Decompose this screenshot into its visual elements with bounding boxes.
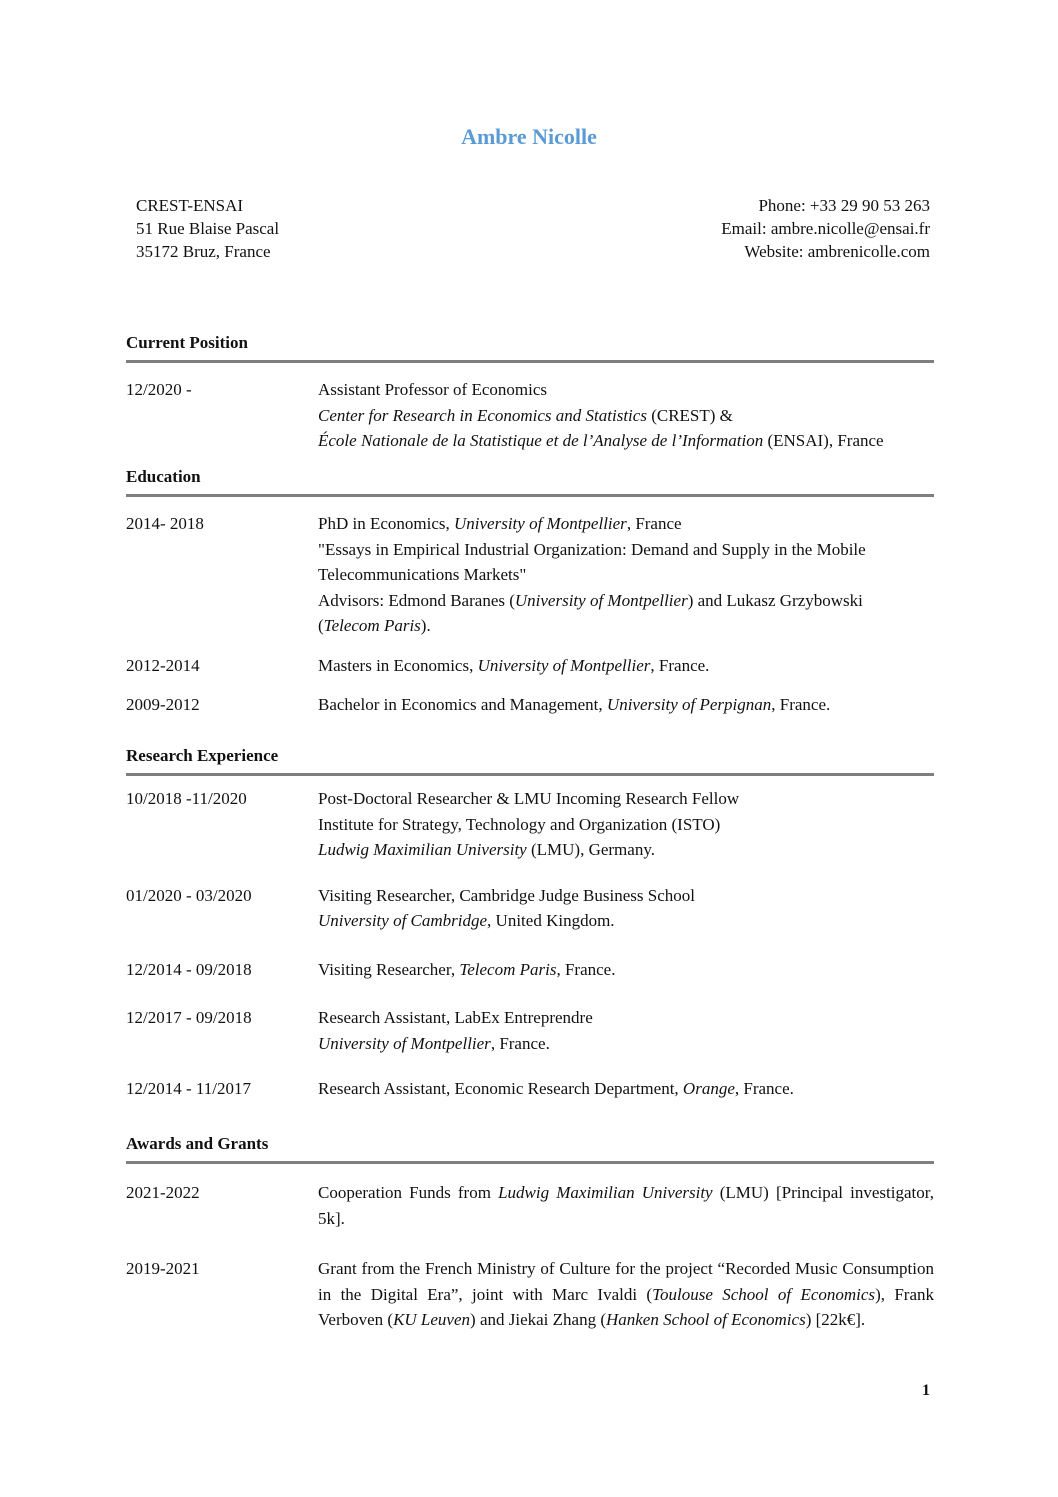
entry-line: Research Assistant, Economic Research Department, Orange, France.: [318, 1079, 794, 1098]
section-awards-and-grants: [126, 1133, 934, 1333]
address-line: CREST-ENSAI: [136, 196, 244, 215]
entry-line: Assistant Professor of Economics: [318, 380, 548, 399]
cv-entry: [126, 957, 934, 983]
entry-line: University of Montpellier, France.: [318, 1033, 550, 1053]
cv-entry: [126, 653, 934, 679]
entry-description: [318, 692, 934, 718]
entry-date: 2019-2021: [126, 1259, 200, 1278]
cv-entry: [126, 1005, 934, 1056]
entry-date: 12/2020 -: [126, 380, 192, 399]
section-current-position: [126, 332, 934, 454]
entry-line: "Essays in Empirical Industrial Organization: Demand and Supply in the Mobile: [318, 539, 866, 559]
entry-line: Advisors: Edmond Baranes (University of Montpellier) and Lukasz Grzybowski: [318, 590, 863, 610]
entry-description: [318, 957, 934, 983]
section-research-experience: [126, 745, 934, 1102]
cv-entry: [126, 883, 934, 934]
address-line: 35172 Bruz, France: [136, 242, 271, 261]
entry-line: University of Cambridge, United Kingdom.: [318, 911, 615, 930]
cv-entry: [126, 377, 934, 454]
address-line: 51 Rue Blaise Pascal: [136, 219, 280, 238]
website-line[interactable]: Website: ambrenicolle.com: [744, 242, 930, 261]
section-title: Current Position: [126, 333, 248, 352]
entry-line: Institute for Strategy, Technology and Organization (ISTO): [318, 814, 721, 834]
cv-entry: [126, 786, 934, 863]
entry-line: PhD in Economics, University of Montpellier, France: [318, 514, 682, 533]
entry-description: [318, 883, 934, 934]
cv-entry: [126, 692, 934, 718]
section-title: Research Experience: [126, 746, 279, 765]
section-divider: [126, 360, 934, 363]
entry-description: [318, 1005, 934, 1056]
entry-line: Visiting Researcher, Cambridge Judge Business School: [318, 885, 695, 905]
cv-entry: [126, 1256, 934, 1333]
entry-date: 2009-2012: [126, 695, 200, 714]
page-number: 1: [922, 1382, 930, 1399]
entry-line: Ludwig Maximilian University (LMU), Germany.: [318, 840, 655, 859]
entry-description: [318, 1076, 934, 1102]
section-divider: [126, 773, 934, 776]
entry-date: 01/2020 - 03/2020: [126, 885, 252, 905]
entry-line: Research Assistant, LabEx Entreprendre: [318, 1008, 593, 1027]
entry-date: 2021-2022: [126, 1183, 200, 1202]
entry-line: École Nationale de la Statistique et de l’Analyse de l’Information (ENSAI), France: [318, 431, 884, 450]
entry-date: 12/2014 - 11/2017: [126, 1079, 251, 1098]
contact-block: [721, 194, 930, 263]
section-title: Awards and Grants: [126, 1134, 269, 1153]
entry-date: 2014- 2018: [126, 514, 204, 533]
entry-line: Post-Doctoral Researcher & LMU Incoming Research Fellow: [318, 789, 740, 808]
section-divider: [126, 494, 934, 497]
cv-entry: [126, 511, 934, 639]
section-education: [126, 466, 934, 718]
cv-entry: [126, 1180, 934, 1231]
address-block: [136, 194, 279, 263]
entry-date: 12/2014 - 09/2018: [126, 959, 252, 979]
phone-line: Phone: +33 29 90 53 263: [758, 196, 930, 215]
entry-line: Telecommunications Markets": [318, 565, 527, 584]
entry-line: Masters in Economics, University of Montpellier, France.: [318, 655, 710, 675]
entry-description: Cooperation Funds from Ludwig Maximilian University (LMU) [Principal investigator, 5k].: [318, 1183, 934, 1228]
section-divider: [126, 1161, 934, 1164]
section-title: Education: [126, 467, 201, 486]
entry-date: 12/2017 - 09/2018: [126, 1008, 252, 1027]
entry-line: Visiting Researcher, Telecom Paris, France.: [318, 959, 616, 979]
cv-name-title: Ambre Nicolle: [461, 124, 597, 149]
entry-description: [318, 653, 934, 679]
entry-description: Grant from the French Ministry of Culture for the project “Recorded Music Consumption in the Digital Era”, joint with Marc Ivaldi (Toulouse School of Economics), Frank Verboven (KU Leuven) and Jiekai Zhang (Hanken School of Economics) [22k€].: [318, 1259, 934, 1329]
entry-line: Center for Research in Economics and Statistics (CREST) &: [318, 405, 733, 425]
entry-line: Bachelor in Economics and Management, University of Perpignan, France.: [318, 695, 831, 714]
entry-description: [318, 511, 934, 639]
email-line[interactable]: Email: ambre.nicolle@ensai.fr: [721, 219, 930, 238]
entry-date: 2012-2014: [126, 655, 200, 675]
entry-description: [318, 377, 934, 454]
cv-entry: [126, 1076, 934, 1102]
entry-line: (Telecom Paris).: [318, 616, 431, 635]
entry-date: 10/2018 -11/2020: [126, 789, 247, 808]
entry-description: [318, 786, 934, 863]
